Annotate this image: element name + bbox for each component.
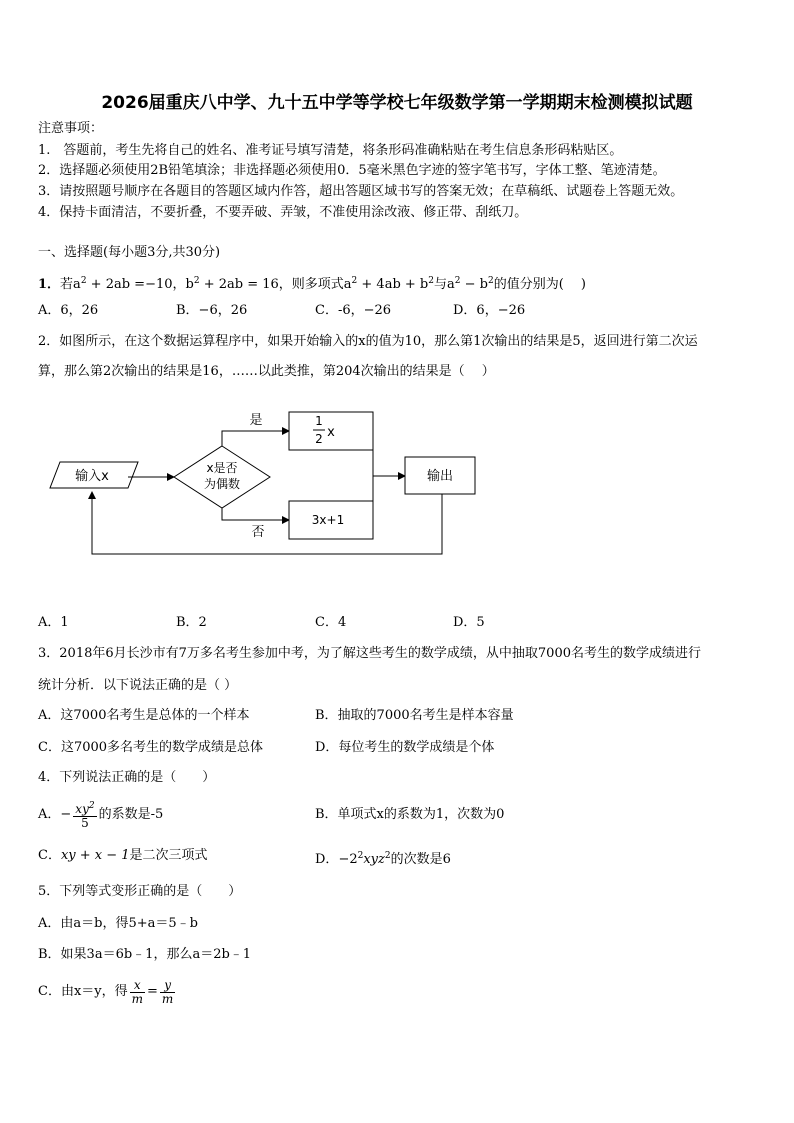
option-text: 的系数是-5 (98, 807, 164, 822)
loop-arrow (92, 492, 442, 554)
fraction-denominator: m (161, 991, 174, 1006)
q4-stem: 4．下列说法正确的是（ ） (38, 770, 216, 785)
fraction-denominator: 5 (81, 816, 89, 830)
option-label: C． (38, 848, 61, 863)
q2-text: 2．如图所示，在这个数据运算程序中，如果开始输入的x的值为10，那么第1次输出的结果是5，返回进行第二次运 (38, 334, 698, 349)
q1-text: + 4ab + b (357, 277, 429, 292)
q2-option-a: A．1 (38, 615, 69, 630)
no-label: 否 (251, 525, 265, 540)
q1-option-c: C．-6，−26 (315, 303, 392, 318)
q3-option-c: C．这7000多名考生的数学成绩是总体 (38, 740, 264, 755)
math-expression: −2 (338, 852, 358, 867)
decision-label: 为偶数 (203, 477, 241, 491)
math-variable: xyz (363, 852, 385, 867)
notice-item: 1. 答题前，考生先将自己的姓名、准考证号填写清楚，将条形码准确粘贴在考生信息条形码粘贴区。 (38, 143, 623, 158)
q4-option-b: B．单项式x的系数为1，次数为0 (315, 807, 505, 822)
q1-text: 若a (60, 277, 81, 292)
exponent: 2 (88, 801, 95, 811)
q2-option-c: C．4 (315, 615, 347, 630)
q5-option-a: A．由a＝b，得5+a＝5﹣b (38, 916, 198, 931)
q3-option-d: D．每位考生的数学成绩是个体 (315, 740, 495, 755)
q1-text: + 2ab = 16，则多项式a (199, 277, 352, 292)
section-heading: 一、选择题(每小题3分,共30分) (38, 245, 221, 260)
arrow (222, 431, 289, 446)
decision-label: x是否 (206, 461, 238, 475)
page-title: 2026届重庆八中学、九十五中学等学校七年级数学第一学期期末检测模拟试题 (101, 93, 693, 113)
q1-option-a: A．6，26 (38, 303, 99, 318)
notice-item: 4．保持卡面清洁，不要折叠，不要弄破、弄皱，不准使用涂改液、修正带、刮纸刀。 (38, 205, 528, 220)
q3-text: 统计分析．以下说法正确的是（ ） (38, 678, 238, 693)
q3-option-a: A．这7000名考生是总体的一个样本 (38, 708, 250, 723)
fraction (160, 979, 175, 1006)
fraction (130, 979, 145, 1006)
question-1 (38, 272, 586, 294)
arrow (222, 508, 289, 520)
q2-text: 算，那么第2次输出的结果是16，……以此类推，第204次输出的结果是（ ） (38, 364, 495, 379)
fraction-numerator (73, 800, 96, 817)
q1-option-d: D．6，−26 (453, 303, 526, 318)
notice-item: 2．选择题必须使用2B铅笔填涂；非选择题必须使用0．5毫米黑色字迹的签字笔书写，字体工整、笔迹清楚。 (38, 163, 666, 178)
input-label: 输入x (75, 469, 109, 484)
variable-label: x (327, 425, 335, 440)
yes-label: 是 (249, 413, 263, 428)
option-text: 是二次三项式 (129, 848, 208, 863)
exponent: 2 (454, 276, 461, 286)
exponent: 2 (487, 276, 494, 286)
exponent: 2 (384, 851, 391, 861)
q4-option-c (38, 847, 208, 865)
option-label: C．由x＝y，得 (38, 984, 128, 999)
flowchart (0, 395, 794, 570)
q3-option-b: B．抽取的7000名考生是样本容量 (315, 708, 514, 723)
exponent: 2 (428, 276, 434, 286)
option-label: A． (38, 807, 61, 822)
q4-option-d (315, 847, 451, 869)
exponent: 2 (357, 851, 364, 861)
q1-text: 的值分别为( ) (493, 277, 586, 292)
exponent: 2 (193, 276, 200, 286)
exponent: 2 (351, 276, 358, 286)
exponent: 2 (80, 276, 87, 286)
q3-text: 3．2018年6月长沙市有7万多名考生参加中考，为了解这些考生的数学成绩，从中抽取7000名考生的数学成绩进行 (38, 646, 701, 661)
odd-op-label: 3x+1 (311, 513, 345, 527)
math-expression: xy + x − 1 (60, 848, 130, 863)
fraction-numerator: 1 (315, 414, 323, 428)
q1-text: + 2ab =−10，b (86, 277, 194, 292)
q1-text: − b (460, 277, 488, 292)
fraction-denominator: m (131, 991, 144, 1006)
q4-option-a (38, 798, 163, 832)
q1-number: 1． (38, 277, 61, 292)
fraction (73, 800, 96, 830)
option-text: 的次数是6 (390, 852, 451, 867)
fraction-numerator: x (130, 979, 145, 993)
minus-sign: − (60, 807, 72, 822)
notice-item: 3．请按照题号顺序在各题目的答题区域内作答，超出答题区域书写的答案无效；在草稿纸、试题卷上答题无效。 (38, 184, 684, 199)
equals-sign: = (147, 984, 158, 999)
option-label: D． (315, 852, 339, 867)
numerator-text: xy (75, 802, 89, 816)
notice-heading: 注意事项： (38, 121, 104, 136)
fraction-denominator: 2 (315, 432, 323, 446)
output-label: 输出 (426, 469, 454, 484)
q1-option-b: B．−6，26 (176, 303, 248, 318)
q5-stem: 5．下列等式变形正确的是（ ） (38, 884, 242, 899)
q2-option-b: B．2 (176, 615, 207, 630)
q5-option-b: B．如果3a＝6b﹣1，那么a＝2b﹣1 (38, 947, 252, 962)
q1-text: 与a (433, 277, 455, 292)
q2-option-d: D．5 (453, 615, 485, 630)
fraction-numerator: y (160, 979, 175, 993)
q5-option-c (38, 973, 177, 1011)
